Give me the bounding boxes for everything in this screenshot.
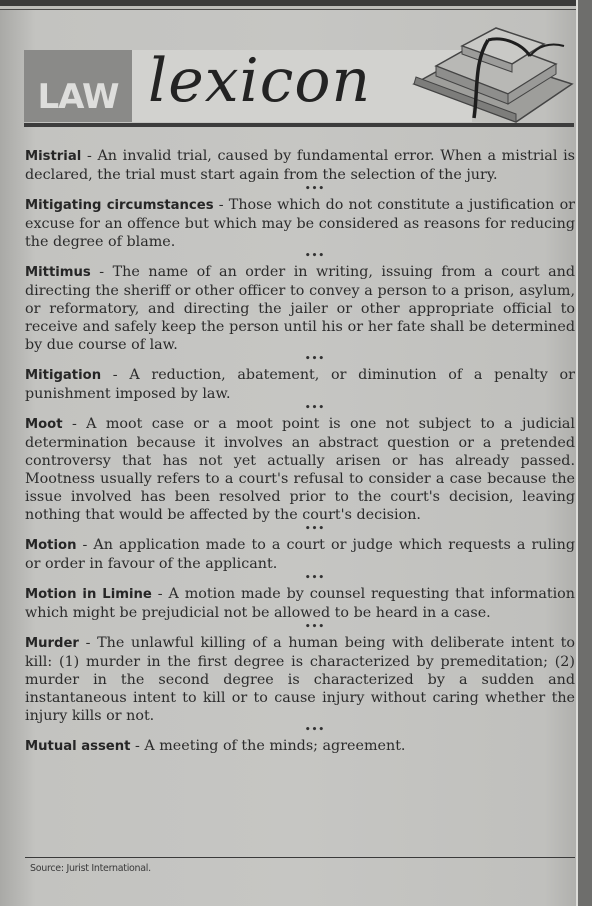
entry-definition: - An invalid trial, caused by fundamental error. When a mistrial is declared, the trial must start again from the selection of the jury. bbox=[25, 148, 575, 183]
entry-separator: ••• bbox=[304, 524, 326, 534]
entry-separator: ••• bbox=[304, 354, 326, 364]
entry-definition: - A meeting of the minds; agreement. bbox=[130, 738, 406, 754]
glossary-entry bbox=[25, 634, 575, 725]
law-label: LAW bbox=[37, 77, 119, 117]
masthead-rule bbox=[24, 123, 574, 127]
glossary-entry bbox=[25, 585, 575, 622]
glossary-entry bbox=[25, 196, 575, 251]
entry-term: Mitigation bbox=[25, 368, 102, 383]
entry-separator: ••• bbox=[304, 622, 326, 632]
glossary-entry bbox=[25, 263, 575, 354]
entry-separator: ••• bbox=[304, 725, 326, 735]
bottom-rule bbox=[25, 857, 575, 858]
entry-term: Mitigating circumstances bbox=[25, 198, 214, 213]
masthead bbox=[24, 46, 574, 128]
glossary-entry bbox=[25, 147, 575, 184]
source-credit: Source: Jurist International. bbox=[30, 863, 151, 874]
entry-separator: ••• bbox=[304, 573, 326, 583]
entry-definition: - The name of an order in writing, issuing from a court and directing the sheriff or other officer to convey a person to a prison, asylum, or reformatory, and directing the jailer or other appropriate official to receive and safely keep the person until his or her fate shall be determined by due course of law. bbox=[25, 264, 575, 353]
glossary-entries bbox=[25, 147, 575, 756]
law-label-box bbox=[24, 50, 132, 122]
entry-separator: ••• bbox=[304, 403, 326, 413]
entry-term: Mittimus bbox=[25, 265, 91, 280]
glossary-entry bbox=[25, 415, 575, 524]
entry-definition: - Those which do not constitute a justification or excuse for an offence but which may be considered as reasons for reducing the degree of blame. bbox=[25, 197, 576, 250]
entry-term: Mutual assent bbox=[25, 739, 131, 754]
entry-separator: ••• bbox=[304, 251, 326, 261]
entry-term: Motion in Limine bbox=[25, 587, 152, 602]
entry-term: Mistrial bbox=[25, 149, 82, 164]
entry-term: Murder bbox=[25, 636, 79, 651]
entry-definition: - A motion made by counsel requesting that information which might be prejudicial not be allowed to be heard in a case. bbox=[25, 586, 575, 621]
entry-definition: - A reduction, abatement, or diminution of a penalty or punishment imposed by law. bbox=[25, 367, 575, 402]
entry-separator: ••• bbox=[304, 184, 326, 194]
masthead-title: lexicon bbox=[148, 46, 372, 116]
entry-definition: - A moot case or a moot point is one not subject to a judicial determination because it involves an abstract question or a pretended controversy that has not yet actually arisen or has already passed. Mootness usually refers to a court's refusal to consider a case because the issue involved has been resolved prior to the court's decision, leaving nothing that would be affected by the court's decision. bbox=[25, 416, 575, 523]
glossary-entry bbox=[25, 366, 575, 403]
page-edge-shadow bbox=[578, 0, 592, 906]
top-border-line bbox=[0, 9, 592, 10]
glossary-entry bbox=[25, 536, 575, 573]
books-illustration-icon bbox=[404, 22, 574, 124]
entry-term: Moot bbox=[25, 417, 63, 432]
entry-definition: - An application made to a court or judge which requests a ruling or order in favour of the applicant. bbox=[25, 537, 575, 572]
entry-term: Motion bbox=[25, 538, 77, 553]
entry-definition: - The unlawful killing of a human being with deliberate intent to kill: (1) murder in the first degree is characterized by premeditation; (2) murder in the second degree is characterized by a sudden and instantaneous intent to kill or to cause injury without caring whether the injury kills or not. bbox=[25, 635, 575, 724]
glossary-entry bbox=[25, 737, 575, 756]
